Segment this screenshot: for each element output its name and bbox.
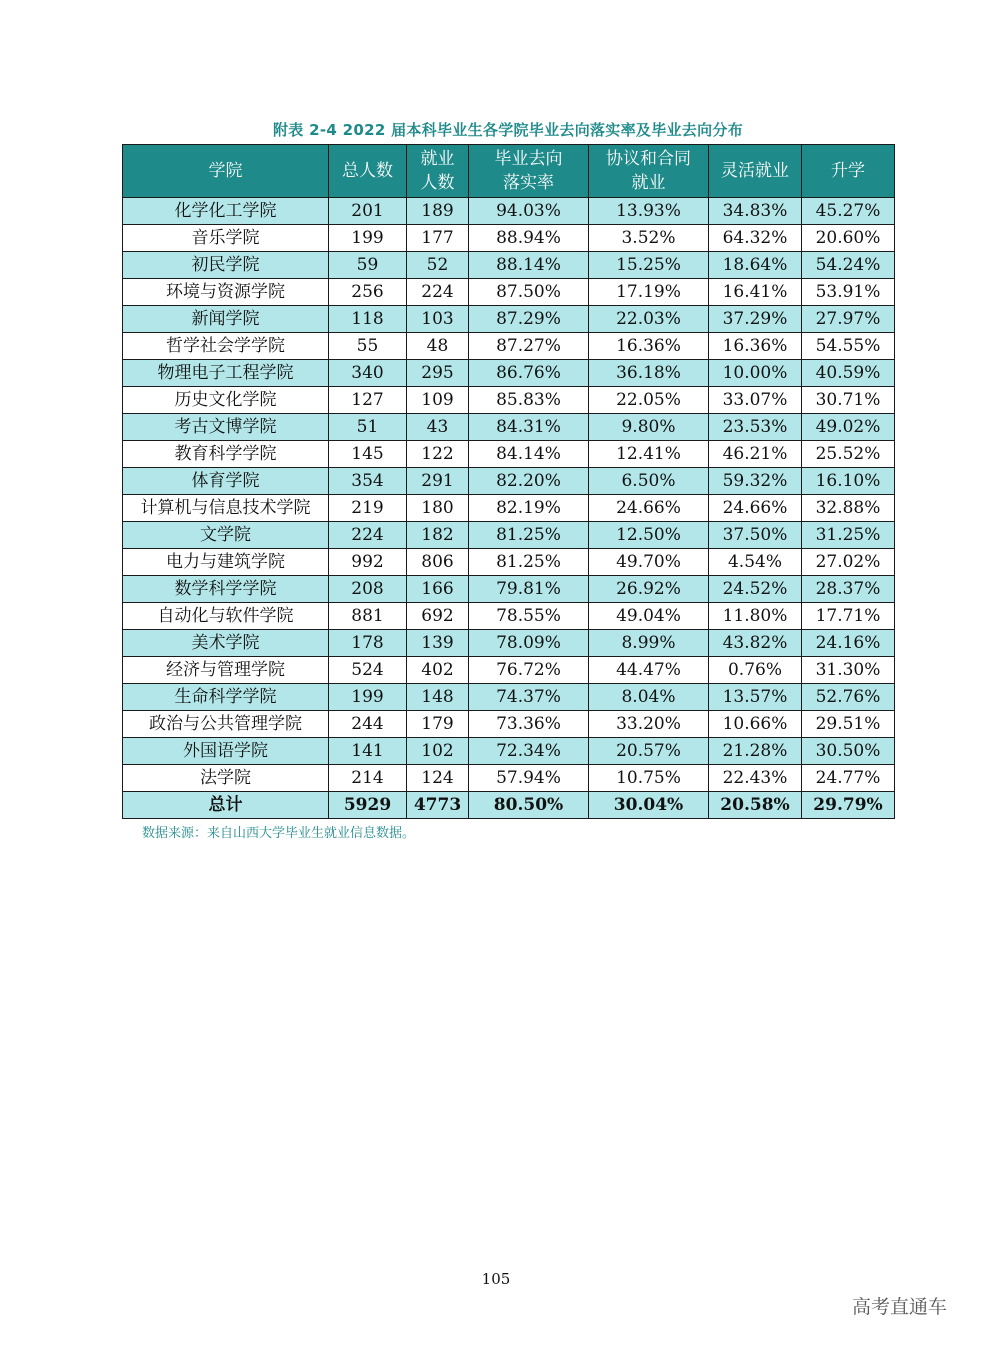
column-header-line1: 毕业去向 [494, 149, 563, 169]
watermark-text: 高考直通车 [852, 1296, 948, 1318]
value-cell: 52 [407, 252, 469, 279]
value-cell: 13.57% [709, 684, 802, 711]
table-row [123, 711, 895, 738]
value-cell: 4.54% [709, 549, 802, 576]
college-name-cell: 初民学院 [123, 252, 329, 279]
table-row [123, 576, 895, 603]
value-cell: 10.75% [589, 765, 709, 792]
college-name-cell: 环境与资源学院 [123, 279, 329, 306]
total-value-cell: 80.50% [469, 792, 589, 819]
value-cell: 85.83% [469, 387, 589, 414]
value-cell: 122 [407, 441, 469, 468]
value-cell: 87.27% [469, 333, 589, 360]
value-cell: 20.60% [802, 225, 895, 252]
value-cell: 33.20% [589, 711, 709, 738]
value-cell: 64.32% [709, 225, 802, 252]
value-cell: 20.57% [589, 738, 709, 765]
value-cell: 49.04% [589, 603, 709, 630]
college-name-cell: 化学化工学院 [123, 198, 329, 225]
value-cell: 37.29% [709, 306, 802, 333]
value-cell: 145 [329, 441, 407, 468]
value-cell: 208 [329, 576, 407, 603]
value-cell: 180 [407, 495, 469, 522]
column-header [709, 145, 802, 198]
college-name-cell: 哲学社会学学院 [123, 333, 329, 360]
value-cell: 25.52% [802, 441, 895, 468]
value-cell: 51 [329, 414, 407, 441]
value-cell: 45.27% [802, 198, 895, 225]
college-name-cell: 物理电子工程学院 [123, 360, 329, 387]
table-row [123, 441, 895, 468]
value-cell: 40.59% [802, 360, 895, 387]
value-cell: 31.25% [802, 522, 895, 549]
value-cell: 94.03% [469, 198, 589, 225]
value-cell: 82.20% [469, 468, 589, 495]
value-cell: 219 [329, 495, 407, 522]
college-name-cell: 美术学院 [123, 630, 329, 657]
value-cell: 48 [407, 333, 469, 360]
value-cell: 24.77% [802, 765, 895, 792]
value-cell: 21.28% [709, 738, 802, 765]
value-cell: 86.76% [469, 360, 589, 387]
value-cell: 102 [407, 738, 469, 765]
value-cell: 59.32% [709, 468, 802, 495]
total-value-cell: 4773 [407, 792, 469, 819]
table-row [123, 603, 895, 630]
value-cell: 13.93% [589, 198, 709, 225]
value-cell: 30.71% [802, 387, 895, 414]
table-row [123, 468, 895, 495]
value-cell: 295 [407, 360, 469, 387]
value-cell: 224 [407, 279, 469, 306]
column-header [469, 145, 589, 198]
value-cell: 256 [329, 279, 407, 306]
value-cell: 52.76% [802, 684, 895, 711]
value-cell: 291 [407, 468, 469, 495]
column-header-line1: 就业 [420, 149, 455, 169]
value-cell: 72.34% [469, 738, 589, 765]
table-row [123, 684, 895, 711]
value-cell: 16.41% [709, 279, 802, 306]
value-cell: 224 [329, 522, 407, 549]
college-name-cell: 生命科学学院 [123, 684, 329, 711]
value-cell: 201 [329, 198, 407, 225]
column-header-line1: 总人数 [342, 161, 393, 181]
value-cell: 24.66% [709, 495, 802, 522]
value-cell: 8.04% [589, 684, 709, 711]
value-cell: 3.52% [589, 225, 709, 252]
value-cell: 24.16% [802, 630, 895, 657]
total-value-cell: 29.79% [802, 792, 895, 819]
table-body [123, 198, 895, 819]
value-cell: 27.02% [802, 549, 895, 576]
column-header-line2: 落实率 [503, 173, 554, 193]
value-cell: 124 [407, 765, 469, 792]
column-header [802, 145, 895, 198]
value-cell: 73.36% [469, 711, 589, 738]
value-cell: 54.55% [802, 333, 895, 360]
value-cell: 33.07% [709, 387, 802, 414]
value-cell: 127 [329, 387, 407, 414]
college-name-cell: 新闻学院 [123, 306, 329, 333]
table-row [123, 387, 895, 414]
value-cell: 81.25% [469, 549, 589, 576]
college-name-cell: 法学院 [123, 765, 329, 792]
value-cell: 182 [407, 522, 469, 549]
total-value-cell: 30.04% [589, 792, 709, 819]
value-cell: 11.80% [709, 603, 802, 630]
value-cell: 24.52% [709, 576, 802, 603]
value-cell: 34.83% [709, 198, 802, 225]
value-cell: 49.70% [589, 549, 709, 576]
college-name-cell: 教育科学学院 [123, 441, 329, 468]
column-header-line2: 就业 [631, 173, 666, 193]
value-cell: 44.47% [589, 657, 709, 684]
value-cell: 53.91% [802, 279, 895, 306]
value-cell: 12.50% [589, 522, 709, 549]
results-table [122, 144, 895, 819]
column-header-line2: 人数 [420, 173, 455, 193]
value-cell: 18.64% [709, 252, 802, 279]
table-header-row [123, 145, 895, 198]
table-row [123, 198, 895, 225]
value-cell: 179 [407, 711, 469, 738]
column-header-line1: 学院 [208, 161, 243, 181]
table-row [123, 549, 895, 576]
value-cell: 15.25% [589, 252, 709, 279]
value-cell: 88.14% [469, 252, 589, 279]
value-cell: 244 [329, 711, 407, 738]
table-row [123, 765, 895, 792]
college-name-cell: 历史文化学院 [123, 387, 329, 414]
value-cell: 199 [329, 684, 407, 711]
total-value-cell: 20.58% [709, 792, 802, 819]
table-row [123, 360, 895, 387]
column-header [589, 145, 709, 198]
value-cell: 26.92% [589, 576, 709, 603]
table-row [123, 414, 895, 441]
college-name-cell: 文学院 [123, 522, 329, 549]
table-row [123, 225, 895, 252]
value-cell: 8.99% [589, 630, 709, 657]
value-cell: 881 [329, 603, 407, 630]
value-cell: 16.36% [589, 333, 709, 360]
table-row [123, 630, 895, 657]
value-cell: 17.19% [589, 279, 709, 306]
value-cell: 17.71% [802, 603, 895, 630]
college-name-cell: 经济与管理学院 [123, 657, 329, 684]
table-row [123, 252, 895, 279]
value-cell: 199 [329, 225, 407, 252]
college-name-cell: 数学科学学院 [123, 576, 329, 603]
value-cell: 49.02% [802, 414, 895, 441]
value-cell: 6.50% [589, 468, 709, 495]
value-cell: 22.05% [589, 387, 709, 414]
value-cell: 74.37% [469, 684, 589, 711]
value-cell: 141 [329, 738, 407, 765]
value-cell: 9.80% [589, 414, 709, 441]
college-name-cell: 计算机与信息技术学院 [123, 495, 329, 522]
college-name-cell: 音乐学院 [123, 225, 329, 252]
value-cell: 402 [407, 657, 469, 684]
total-value-cell: 5929 [329, 792, 407, 819]
college-name-cell: 电力与建筑学院 [123, 549, 329, 576]
table-row [123, 333, 895, 360]
value-cell: 55 [329, 333, 407, 360]
value-cell: 57.94% [469, 765, 589, 792]
value-cell: 16.36% [709, 333, 802, 360]
value-cell: 22.43% [709, 765, 802, 792]
value-cell: 31.30% [802, 657, 895, 684]
total-label-cell: 总计 [123, 792, 329, 819]
college-name-cell: 体育学院 [123, 468, 329, 495]
value-cell: 109 [407, 387, 469, 414]
value-cell: 340 [329, 360, 407, 387]
value-cell: 0.76% [709, 657, 802, 684]
value-cell: 28.37% [802, 576, 895, 603]
value-cell: 214 [329, 765, 407, 792]
table-row [123, 306, 895, 333]
value-cell: 84.14% [469, 441, 589, 468]
table-row [123, 522, 895, 549]
value-cell: 103 [407, 306, 469, 333]
value-cell: 54.24% [802, 252, 895, 279]
column-header [407, 145, 469, 198]
value-cell: 177 [407, 225, 469, 252]
value-cell: 32.88% [802, 495, 895, 522]
table-row [123, 279, 895, 306]
college-name-cell: 自动化与软件学院 [123, 603, 329, 630]
college-name-cell: 外国语学院 [123, 738, 329, 765]
college-name-cell: 政治与公共管理学院 [123, 711, 329, 738]
page-number: 105 [481, 1270, 511, 1288]
table-row [123, 495, 895, 522]
value-cell: 29.51% [802, 711, 895, 738]
value-cell: 36.18% [589, 360, 709, 387]
value-cell: 22.03% [589, 306, 709, 333]
value-cell: 76.72% [469, 657, 589, 684]
value-cell: 354 [329, 468, 407, 495]
value-cell: 87.50% [469, 279, 589, 306]
column-header [329, 145, 407, 198]
value-cell: 43 [407, 414, 469, 441]
value-cell: 59 [329, 252, 407, 279]
value-cell: 78.09% [469, 630, 589, 657]
college-name-cell: 考古文博学院 [123, 414, 329, 441]
value-cell: 166 [407, 576, 469, 603]
total-row [123, 792, 895, 819]
column-header-line1: 灵活就业 [721, 161, 789, 181]
value-cell: 79.81% [469, 576, 589, 603]
value-cell: 189 [407, 198, 469, 225]
value-cell: 10.00% [709, 360, 802, 387]
value-cell: 806 [407, 549, 469, 576]
value-cell: 78.55% [469, 603, 589, 630]
value-cell: 10.66% [709, 711, 802, 738]
value-cell: 118 [329, 306, 407, 333]
value-cell: 84.31% [469, 414, 589, 441]
value-cell: 12.41% [589, 441, 709, 468]
column-header-line1: 协议和合同 [606, 149, 691, 169]
table-row [123, 738, 895, 765]
value-cell: 46.21% [709, 441, 802, 468]
value-cell: 524 [329, 657, 407, 684]
column-header [123, 145, 329, 198]
value-cell: 30.50% [802, 738, 895, 765]
value-cell: 992 [329, 549, 407, 576]
value-cell: 88.94% [469, 225, 589, 252]
value-cell: 139 [407, 630, 469, 657]
value-cell: 87.29% [469, 306, 589, 333]
value-cell: 692 [407, 603, 469, 630]
value-cell: 37.50% [709, 522, 802, 549]
source-note: 数据来源：来自山西大学毕业生就业信息数据。 [142, 826, 416, 841]
value-cell: 81.25% [469, 522, 589, 549]
value-cell: 178 [329, 630, 407, 657]
value-cell: 24.66% [589, 495, 709, 522]
value-cell: 27.97% [802, 306, 895, 333]
value-cell: 23.53% [709, 414, 802, 441]
table-row [123, 657, 895, 684]
value-cell: 82.19% [469, 495, 589, 522]
value-cell: 43.82% [709, 630, 802, 657]
value-cell: 148 [407, 684, 469, 711]
table-caption: 附表 2-4 2022 届本科毕业生各学院毕业去向落实率及毕业去向分布 [272, 121, 744, 139]
column-header-line1: 升学 [831, 161, 865, 181]
value-cell: 16.10% [802, 468, 895, 495]
